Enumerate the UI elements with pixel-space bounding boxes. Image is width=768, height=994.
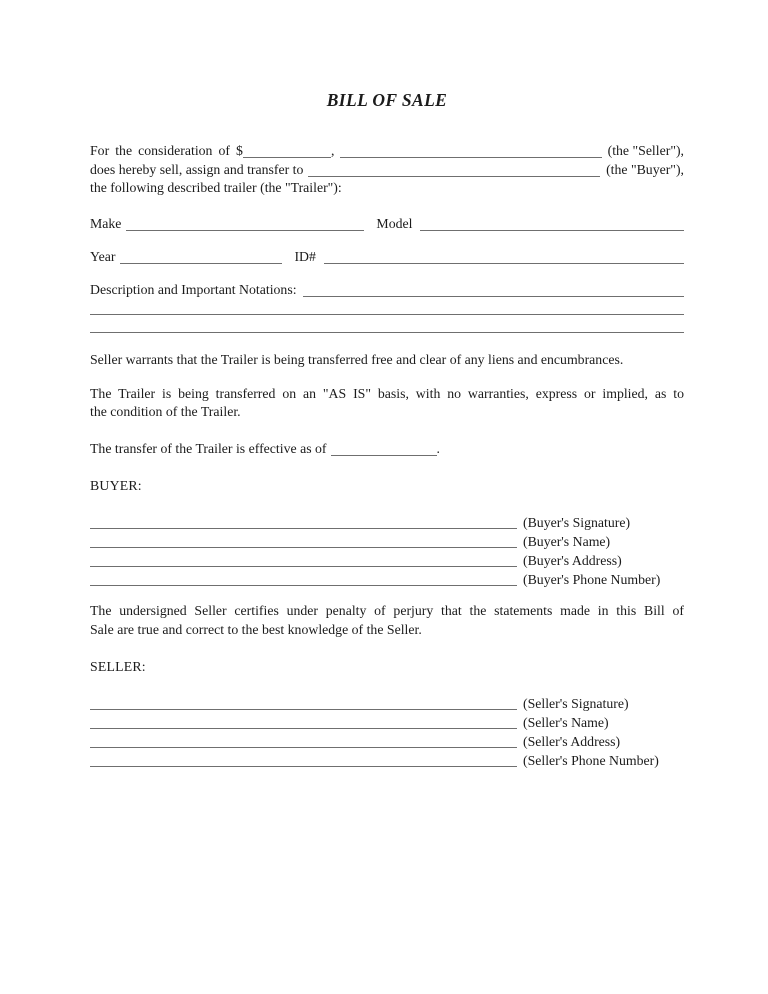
consideration-amount-field[interactable] xyxy=(243,142,331,158)
description-row xyxy=(90,281,684,300)
as-is-line-1: The Trailer is being transferred on an "AS IS" basis, with no warranties, express or implied, as to xyxy=(90,385,684,401)
consideration-paragraph xyxy=(90,142,684,198)
seller-phone-label: (Seller's Phone Number) xyxy=(523,752,659,768)
buyer-address-row xyxy=(90,551,684,570)
make-label: Make xyxy=(90,216,122,231)
as-is-line-2: the condition of the Trailer. xyxy=(90,404,241,419)
buyer-phone-row xyxy=(90,570,684,589)
seller-name-field[interactable] xyxy=(340,142,601,158)
buyer-address-field[interactable] xyxy=(90,551,517,567)
make-model-row xyxy=(90,215,684,234)
buyer-heading: BUYER: xyxy=(90,478,142,493)
description-field-line-2[interactable] xyxy=(90,300,684,315)
seller-name-row xyxy=(90,713,684,732)
intro-line-2 xyxy=(90,161,684,180)
buyer-signature-field[interactable] xyxy=(90,513,517,529)
id-number-label: ID# xyxy=(294,249,316,264)
transfer-to-text: does hereby sell, assign and transfer to xyxy=(90,161,304,177)
certification-line-2: Sale are true and correct to the best knowledge of the Seller. xyxy=(90,621,422,637)
effective-date-clause xyxy=(90,440,684,459)
buyer-phone-field[interactable] xyxy=(90,570,517,586)
seller-designation-text: (the "Seller"), xyxy=(607,143,684,158)
buyer-address-label: (Buyer's Address) xyxy=(523,553,622,568)
effective-date-text: The transfer of the Trailer is effective as of xyxy=(90,441,327,456)
certification-clause xyxy=(90,602,684,639)
seller-signature-field[interactable] xyxy=(90,694,517,710)
model-label: Model xyxy=(376,216,413,231)
period-text: . xyxy=(436,441,440,456)
as-is-clause xyxy=(90,385,684,422)
year-id-row xyxy=(90,248,684,267)
description-extra-line-1 xyxy=(90,300,684,318)
buyer-printed-name-field[interactable] xyxy=(90,532,517,548)
intro-line-1 xyxy=(90,142,684,161)
page-title: BILL OF SALE xyxy=(326,90,448,110)
seller-signature-label: (Seller's Signature) xyxy=(523,695,629,711)
warranty-clause: Seller warrants that the Trailer is being transferred free and clear of any liens and encumbrances. xyxy=(90,351,624,367)
effective-date-field[interactable] xyxy=(331,440,437,456)
buyer-signature-row xyxy=(90,513,684,532)
seller-printed-name-field[interactable] xyxy=(90,713,517,729)
description-field[interactable] xyxy=(303,281,684,297)
buyer-name-row xyxy=(90,532,684,551)
seller-signature-block xyxy=(90,694,684,770)
buyer-phone-label: (Buyer's Phone Number) xyxy=(523,572,661,587)
buyer-signature-block xyxy=(90,513,684,589)
buyer-name-label: (Buyer's Name) xyxy=(523,534,611,549)
year-label: Year xyxy=(90,249,116,264)
model-field[interactable] xyxy=(420,215,684,231)
intro-line-3 xyxy=(90,179,684,198)
description-field-line-3[interactable] xyxy=(90,318,684,333)
seller-name-label: (Seller's Name) xyxy=(523,714,609,730)
seller-heading: SELLER: xyxy=(90,658,146,674)
id-number-field[interactable] xyxy=(324,248,684,264)
seller-signature-row xyxy=(90,694,684,713)
buyer-signature-label: (Buyer's Signature) xyxy=(523,515,631,530)
described-trailer-text: the following described trailer (the "Trailer"): xyxy=(90,180,342,195)
seller-phone-field[interactable] xyxy=(90,751,517,767)
seller-phone-row xyxy=(90,751,684,770)
year-field[interactable] xyxy=(120,248,282,264)
seller-address-label: (Seller's Address) xyxy=(523,733,621,749)
seller-address-row xyxy=(90,732,684,751)
seller-address-field[interactable] xyxy=(90,732,517,748)
buyer-designation-text: (the "Buyer"), xyxy=(606,161,684,177)
buyer-name-field[interactable] xyxy=(308,161,600,177)
make-field[interactable] xyxy=(126,215,364,231)
consideration-text: For the consideration of $ xyxy=(90,143,243,158)
description-label: Description and Important Notations: xyxy=(90,282,297,297)
comma-text: , xyxy=(330,143,335,158)
certification-line-1: The undersigned Seller certifies under penalty of perjury that the statements made in this Bill of xyxy=(90,603,684,618)
description-extra-line-2 xyxy=(90,318,684,336)
